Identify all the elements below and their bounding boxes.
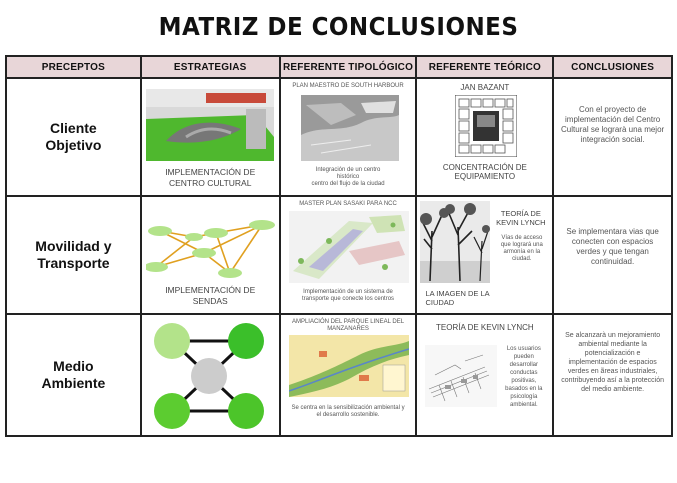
tipologico-cell: [280, 314, 417, 436]
page-title: MATRIZ DE CONCLUSIONES: [158, 12, 519, 41]
header-referente-teorico: REFERENTE TEÓRICO: [416, 56, 553, 78]
teorico-title: TEORÍA DE KEVIN LYNCH: [436, 323, 534, 332]
estrategia-cell: [141, 314, 280, 436]
table-row: [6, 196, 672, 314]
tipologico-title: PLAN MAESTRO DE SOUTH HARBOUR: [292, 83, 404, 89]
teorico-text: Vías de acceso que logrará una armonía en la ciudad.: [500, 235, 543, 262]
table-row: [6, 78, 672, 196]
teorico-cell: [416, 78, 553, 196]
precepto-label: Cliente Objetivo: [45, 120, 102, 153]
estrategia-caption: IMPLEMENTACIÓN DE SENDAS: [165, 285, 256, 306]
green-nodes-diagram: [150, 321, 272, 431]
south-harbour-map-image: [301, 95, 399, 161]
estrategia-cell: [141, 78, 280, 196]
tipologico-cell: [280, 78, 417, 196]
header-conclusiones: CONCLUSIONES: [553, 56, 672, 78]
tipologico-caption: Integración de un centro histórico centro del flujo de la ciudad: [311, 167, 385, 187]
teorico-cell: [416, 314, 553, 436]
precepto-cell: [6, 78, 141, 196]
header-referente-tipologico: REFERENTE TIPOLÓGICO: [280, 56, 417, 78]
sendas-network-diagram: [146, 215, 276, 281]
tipologico-caption: Implementación de un sistema de transporte que conecte los centros: [302, 289, 395, 302]
conclusion-text: Con el proyecto de implementación del Centro Cultural se lograrà una mejor integración social.: [561, 105, 665, 144]
precepto-cell: [6, 314, 141, 436]
teorico-caption: CONCENTRACIÓN DE EQUIPAMIENTO: [442, 163, 527, 181]
manzanares-park-map: [289, 335, 409, 397]
lynch-city-photo: [420, 201, 490, 283]
bazant-plan-diagram: [455, 95, 517, 157]
conclusion-cell: [553, 196, 672, 314]
tipologico-cell: [280, 196, 417, 314]
teorico-cell: [416, 196, 553, 314]
header-row: [6, 56, 672, 78]
conclusion-cell: [553, 78, 672, 196]
conclusion-text: Se alcanzarà un mejoramiento ambiental mediante la potencialización e implementación de espacios verdes en ãreas industriales, contribuyendo así a la protección del medio ambiente.: [561, 332, 664, 393]
teorico-title: JAN BAZANT: [460, 83, 510, 92]
tipologico-caption: Se centra en la sensibilización ambiental y el desarrollo sostenible.: [291, 405, 405, 418]
cultural-center-render-image: [146, 89, 274, 161]
teorico-caption: LA IMAGEN DE LA CIUDAD: [425, 289, 490, 307]
tipologico-title: MASTER PLAN SASAKI PARA NCC: [299, 201, 397, 207]
sasaki-masterplan-image: [289, 211, 409, 283]
estrategia-caption: IMPLEMENTACIÓN DE CENTRO CULTURAL: [165, 167, 256, 188]
teorico-title: TEORÍA DE KEVIN LYNCH: [496, 209, 546, 227]
tipologico-title: AMPLIACIÓN DEL PARQUE LINEAL DEL MANZANARES: [291, 319, 405, 332]
header-preceptos: PRECEPTOS: [6, 56, 141, 78]
estrategia-cell: [141, 196, 280, 314]
conclusions-matrix: [5, 55, 673, 437]
lynch-sketch-image: [425, 345, 497, 407]
conclusion-cell: [553, 314, 672, 436]
precepto-label: Medio Ambiente: [41, 358, 106, 391]
header-estrategias: ESTRATEGIAS: [141, 56, 280, 78]
table-row: [6, 314, 672, 436]
conclusion-text: Se implementara vias que conecten con espacios verdes y que tengan continuidad.: [566, 227, 659, 266]
teorico-text: Los usuarios pueden desarrollar conductas positivas, basados en la psicología ambiental.: [505, 346, 543, 408]
precepto-label: Movilidad y Transporte: [35, 238, 112, 271]
precepto-cell: [6, 196, 141, 314]
